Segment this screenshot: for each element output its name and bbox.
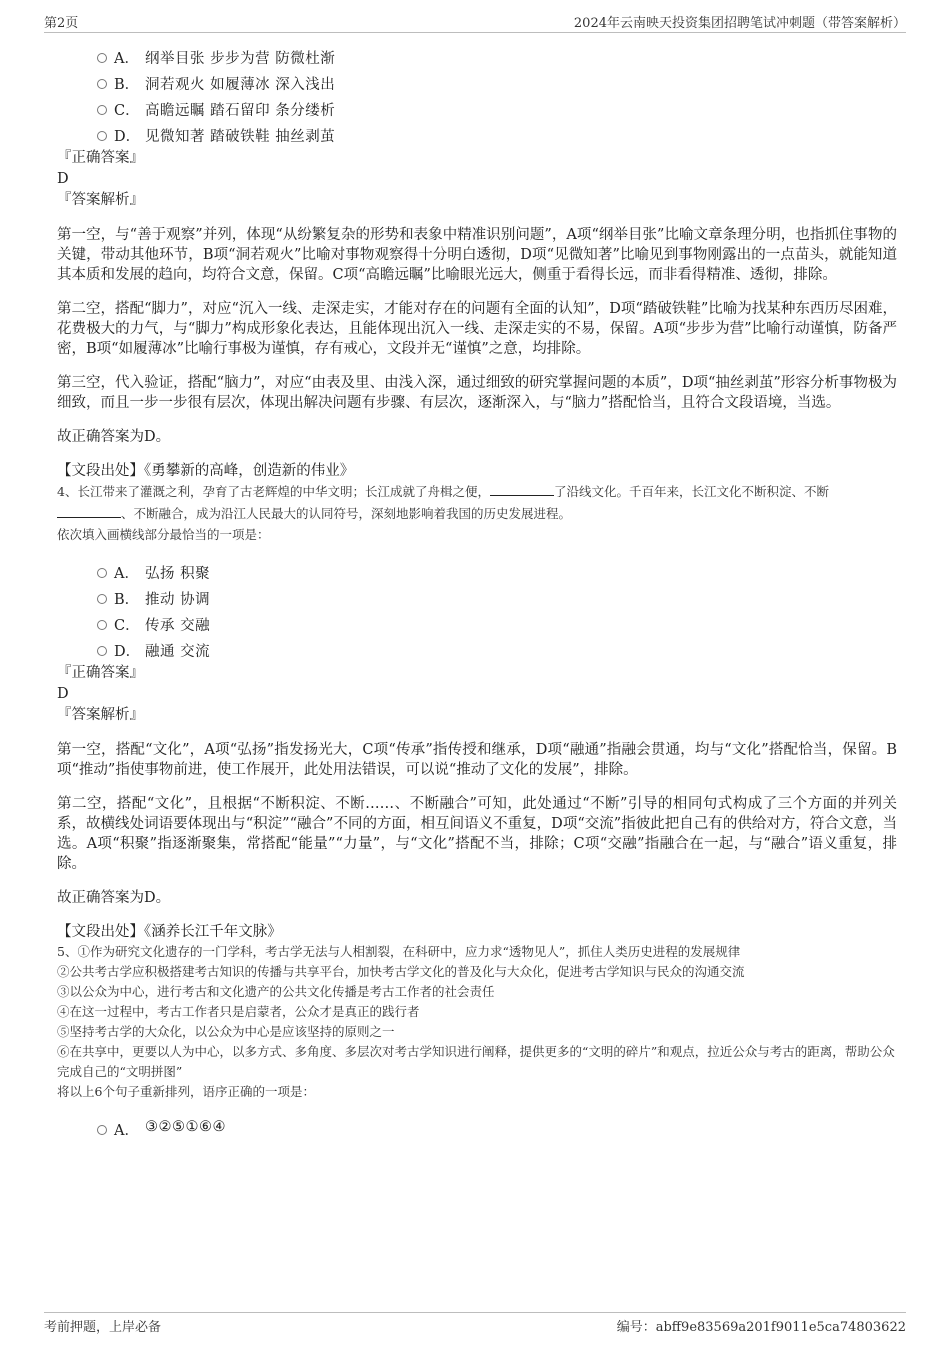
option-text: 纲举目张 步步为营 防微杜渐 [145,51,336,67]
answer-value: D [57,686,69,702]
q5-options [57,1116,897,1142]
radio-icon[interactable] [97,53,107,63]
option-letter: B． [114,77,140,93]
option-text: 洞若观火 如履薄冰 深入浅出 [145,77,336,93]
question-stem [57,481,897,525]
option-letter: D． [114,129,141,145]
source-citation: 【文段出处】《涵养长江千年文脉》 [57,924,282,940]
stem-text: 、不断融合，成为沿江人民最大的认同符号，深刻地影响着我国的历史发展进程。 [121,506,572,521]
option-letter: C． [114,618,140,634]
q4-option-d[interactable] [97,637,897,663]
q3-option-a[interactable] [97,44,897,70]
q4-option-a[interactable] [97,559,897,585]
radio-icon[interactable] [97,646,107,656]
option-text: 传承 交融 [145,618,211,634]
option-text: 高瞻远瞩 踏石留印 条分缕析 [145,103,336,119]
q5-option-a[interactable] [97,1116,897,1142]
page-content [57,44,897,1142]
stem-text: 4、长江带来了灌溉之利，孕育了古老辉煌的中华文明；长江成就了舟楫之便， [57,484,490,499]
q3-option-c[interactable] [97,96,897,122]
q5-sentence: 5、①作为研究文化遗存的一门学科，考古学无法与人相割裂，在科研中，应力求“透物见人”，抓住人类历史进程的发展规律 [57,944,741,959]
option-letter: A． [114,51,139,67]
q3-option-d[interactable] [97,122,897,148]
stem-text: 了沿线文化。千百年来，长江文化不断积淀、不断 [553,484,829,499]
answer-value: D [57,171,69,187]
page-header [44,10,906,33]
option-text: ③②⑤①⑥④ [145,1119,226,1135]
option-letter: A． [114,566,139,582]
q3-options [57,44,897,148]
radio-icon[interactable] [97,620,107,630]
option-text: 推动 协调 [145,592,211,608]
option-letter: B． [114,592,140,608]
analysis-paragraph: 第二空，搭配“脚力”，对应“沉入一线、走深走实，才能对存在的问题有全面的认知”，D项“踏破铁鞋”比喻为找某种东西历尽困难，花费极大的力气，与“脚力”构成形象化表达，且能体现出沉入一线、走深走实的不易，保留。A项“步步为营”比喻行动谨慎，防备严密，B项“如履薄冰”比喻行事极为谨慎，存有戒心，文段并无“谨慎”之意，均排除。 [57,301,897,357]
option-text: 见微知著 踏破铁鞋 抽丝剥茧 [145,129,336,145]
answer-label: 『正确答案』 [57,150,144,166]
footer-motto: 考前押题，上岸必备 [44,1320,162,1335]
radio-icon[interactable] [97,105,107,115]
option-letter: A． [114,1123,139,1139]
analysis-paragraph: 第一空，搭配“文化”，A项“弘扬”指发扬光大，C项“传承”指传授和继承，D项“融通”指融会贯通，均与“文化”搭配恰当，保留。B项“推动”指使事物前进，使工作展开，此处用法错误，可以说“推动了文化的发展”，排除。 [57,742,897,778]
page-number: 第2页 [44,16,79,31]
question-prompt: 将以上6个句子重新排列，语序正确的一项是： [57,1084,315,1099]
question-prompt: 依次填入画横线部分最恰当的一项是： [57,527,270,542]
analysis-label: 『答案解析』 [57,192,144,208]
q5-sentence: ④在这一过程中，考古工作者只是启蒙者，公众才是真正的践行者 [57,1004,420,1019]
q5-sentence: ②公共考古学应积极搭建考古知识的传播与共享平台，加快考古学文化的普及化与大众化，促进考古学知识与民众的沟通交流 [57,964,745,979]
document-code: 编号：abff9e83569a201f9011e5ca74803622 [616,1320,906,1335]
q5-sentence: ③以公众为中心，进行考古和文化遗产的公共文化传播是考古工作者的社会责任 [57,984,495,999]
option-text: 融通 交流 [145,644,211,660]
q5-sentence: ⑤坚持考古学的大众化，以公众为中心是应该坚持的原则之一 [57,1024,395,1039]
q4-options [57,559,897,663]
analysis-conclusion: 故正确答案为D。 [57,429,171,445]
radio-icon[interactable] [97,594,107,604]
option-text: 弘扬 积聚 [145,566,211,582]
page-footer [44,1312,906,1337]
analysis-paragraph: 第二空，搭配“文化”，且根据“不断积淀、不断……、不断融合”可知，此处通过“不断”引导的相同句式构成了三个方面的并列关系，故横线处词语要体现出与“积淀”“融合”不同的方面，相互间语义不重复，D项“交流”指彼此把自己有的供给对方，符合文意，当选。A项“积聚”指逐渐聚集，常搭配“能量”“力量”，与“文化”搭配不当，排除；C项“交融”指融合在一起，与“融合”语义重复，排除。 [57,796,897,872]
source-citation: 【文段出处】《勇攀新的高峰，创造新的伟业》 [57,463,355,479]
radio-icon[interactable] [97,79,107,89]
analysis-paragraph: 第三空，代入验证，搭配“脑力”，对应“由表及里、由浅入深，通过细致的研究掌握问题的本质”，D项“抽丝剥茧”形容分析事物极为细致，而且一步一步很有层次，体现出解决问题有步骤、有层次，逐渐深入，与“脑力”搭配恰当，且符合文段语境，当选。 [57,375,897,411]
radio-icon[interactable] [97,131,107,141]
q3-option-b[interactable] [97,70,897,96]
analysis-conclusion: 故正确答案为D。 [57,890,171,906]
q4-option-c[interactable] [97,611,897,637]
analysis-paragraph: 第一空，与“善于观察”并列，体现“从纷繁复杂的形势和表象中精准识别问题”，A项“纲举目张”比喻文章条理分明，也指抓住事物的关键，带动其他环节，B项“洞若观火”比喻对事物观察得十分明白透彻，D项“见微知著”比喻见到事物刚露出的一点苗头，就能知道其本质和发展的趋向，均符合文意，保留。C项“高瞻远瞩”比喻眼光远大，侧重于看得长远，而非看得精准、透彻，排除。 [57,227,897,283]
answer-label: 『正确答案』 [57,665,144,681]
q5-sentence: ⑥在共享中，更要以人为中心，以多方式、多角度、多层次对考古学知识进行阐释，提供更多的“文明的碎片”和观点，拉近公众与考古的距离，帮助公众完成自己的“文明拼图” [57,1044,895,1079]
blank-line [57,504,121,518]
radio-icon[interactable] [97,568,107,578]
option-letter: D． [114,644,141,660]
blank-line [490,482,554,496]
option-letter: C． [114,103,140,119]
analysis-label: 『答案解析』 [57,707,144,723]
q4-option-b[interactable] [97,585,897,611]
document-title: 2024年云南映天投资集团招聘笔试冲刺题（带答案解析） [573,16,906,31]
radio-icon[interactable] [97,1125,107,1135]
